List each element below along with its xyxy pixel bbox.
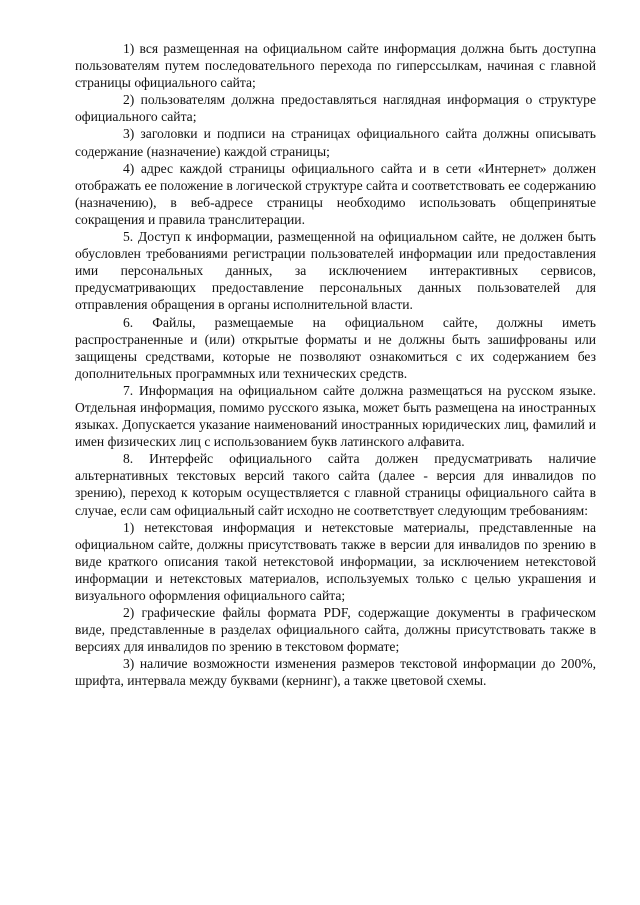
document-page [75,40,596,690]
paragraph-8: 8. Интерфейс официального сайта должен предусматривать наличие альтернативных текстовых версий такого сайта (далее - версия для инвалидов по зрению), переход к которым осуществляется с главной страницы официального сайта в случае, если сам официальный сайт исходно не соответствует следующим требованиям: [75,451,596,518]
paragraph-6: 6. Файлы, размещаемые на официальном сайте, должны иметь распространенные и (или) открытые форматы и не должны быть зашифрованы или защищены средствами, которые не позволяют ознакомиться с их содержанием без дополнительных программных или технических средств. [75,314,596,381]
paragraph-5: 5. Доступ к информации, размещенной на официальном сайте, не должен быть обусловлен требованиями регистрации пользователей информации или предоставления ими персональных данных, за исключением интерактивных сервисов, предусматривающих предоставление персональных данных пользователей для отправления обращения в органы исполнительной власти. [75,229,596,313]
paragraph-11: 3) наличие возможности изменения размеров текстовой информации до 200%, шрифта, интервала между буквами (кернинг), а также цветовой схемы. [75,656,596,689]
paragraph-1: 1) вся размещенная на официальном сайте информация должна быть доступна пользователям путем последовательного перехода по гиперссылкам, начиная с главной страницы официального сайта; [75,41,596,91]
paragraph-3: 3) заголовки и подписи на страницах официального сайта должны описывать содержание (назначение) каждой страницы; [75,126,596,159]
paragraph-7: 7. Информация на официальном сайте должна размещаться на русском языке. Отдельная информация, помимо русского языка, может быть размещена на иностранных языках. Допускается указание наименований иностранных юридических лиц, фамилий и имен физических лиц с использованием букв латинского алфавита. [75,382,596,450]
paragraph-9: 1) нетекстовая информация и нетекстовые материалы, представленные на официальном сайте, должны присутствовать также в версии для инвалидов по зрению в виде краткого описания такой нетекстовой информации, за исключением нетекстовой информации и нетекстовых материалов, используемых только с целью украшения и визуального оформления официального сайта; [75,519,596,603]
paragraph-2: 2) пользователям должна предоставляться наглядная информация о структуре официального сайта; [75,92,596,125]
paragraph-10: 2) графические файлы формата PDF, содержащие документы в графическом виде, представленные в разделах официального сайта, должны присутствовать также в версиях для инвалидов по зрению в текстовом формате; [75,605,596,655]
paragraph-4: 4) адрес каждой страницы официального сайта и в сети «Интернет» должен отображать ее положение в логической структуре сайта и соответствовать ее содержанию (назначению), в веб-адресе страницы необходимо использовать общепринятые сокращения и правила транслитерации. [75,160,596,227]
